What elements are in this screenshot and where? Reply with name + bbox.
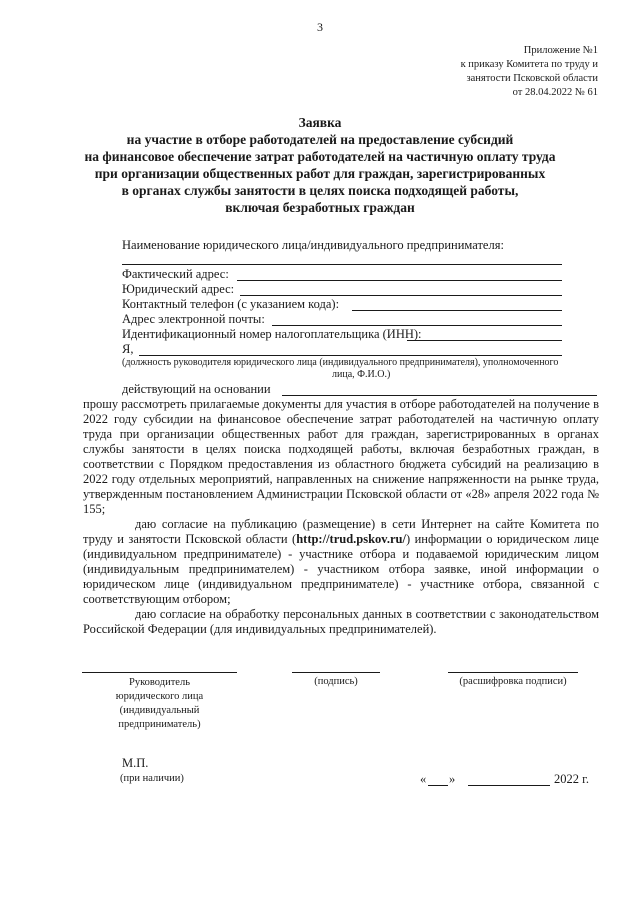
request-paragraph bbox=[83, 397, 599, 637]
stamp-if-any: (при наличии) bbox=[120, 773, 184, 784]
appendix-line: Приложение №1 bbox=[523, 45, 598, 56]
actual-address-field[interactable] bbox=[237, 280, 562, 281]
signature-caption: (подпись) bbox=[314, 676, 358, 687]
i-label: Я, bbox=[122, 342, 134, 356]
inn-label: Идентификационный номер налогоплательщика (ИНН): bbox=[122, 327, 422, 341]
website-link[interactable]: http://trud.pskov.ru/ bbox=[296, 532, 406, 546]
email-label: Адрес электронной почты: bbox=[122, 312, 265, 326]
title-line: в органах службы занятости в целях поиска подходящей работы, bbox=[121, 183, 519, 198]
para-text: даю согласие на публикацию (размещение) в сети Интернет на сайте Комитета по труду и занятости Псковской области ( bbox=[83, 517, 599, 546]
page-number: 3 bbox=[317, 20, 323, 34]
basis-field[interactable] bbox=[282, 395, 597, 396]
decode-caption: (расшифровка подписи) bbox=[459, 676, 567, 687]
title-line: при организации общественных работ для граждан, зарегистрированных bbox=[94, 166, 546, 181]
title-line: включая безработных граждан bbox=[225, 200, 415, 215]
title-line: Заявка bbox=[298, 115, 342, 130]
basis-label: действующий на основании bbox=[122, 382, 271, 396]
org-name-field[interactable] bbox=[122, 264, 562, 265]
org-name-label: Наименование юридического лица/индивидуального предпринимателя: bbox=[122, 238, 504, 252]
position-hint: лица, Ф.И.О.) bbox=[332, 369, 391, 380]
phone-label: Контактный телефон (с указанием кода): bbox=[122, 297, 340, 311]
para-request: прошу рассмотреть прилагаемые документы для участия в отборе работодателей на получение в 2022 году субсидии на финансовое обеспечение затрат работодателей на частичную оплату труда при организации общественных работ для граждан, зарегистрированных в органах службы занятости в целях поиска подходящей работы, включая безработных граждан, в соответствии с Порядком предоставления из областного бюджета субсидий на реализацию в 2022 году отдельных мероприятий, направленных на снижение напряженности на рынке труда, утвержденным постановлением Администрации Псковской области от «28» апреля 2022 года № 155; bbox=[83, 397, 599, 516]
date-month-field[interactable] bbox=[468, 785, 550, 786]
inn-field[interactable] bbox=[407, 340, 562, 341]
date-day-field[interactable] bbox=[428, 785, 448, 786]
document-title bbox=[60, 114, 580, 216]
title-line: на финансовое обеспечение затрат работодателей на частичную оплату труда bbox=[84, 149, 556, 164]
legal-address-label: Юридический адрес: bbox=[122, 282, 235, 296]
signature-line[interactable] bbox=[292, 672, 380, 673]
stamp-place: М.П. bbox=[122, 756, 149, 770]
legal-address-field[interactable] bbox=[240, 295, 562, 296]
head-caption-line: (индивидуальный bbox=[119, 705, 200, 716]
email-field[interactable] bbox=[272, 325, 562, 326]
para-publication-consent bbox=[83, 517, 599, 607]
head-caption bbox=[82, 676, 237, 732]
appendix-line: к приказу Комитета по труду и bbox=[460, 59, 598, 70]
para-text: ) информации о юридическом лице (индивидуальном предпринимателе) - участнике отбора и подаваемой юридическим лицом (индивидуальным предпринимателем) - участником отбора заявке, иной информации о юридическом лице (индивидуальном предпринимателе) - участнике отбора, связанной с соответствующим отбором; bbox=[83, 532, 599, 606]
decode-line[interactable] bbox=[448, 672, 578, 673]
appendix-line: от 28.04.2022 № 61 bbox=[512, 87, 598, 98]
actual-address-label: Фактический адрес: bbox=[122, 267, 229, 281]
para-personal-data-consent: даю согласие на обработку персональных данных в соответствии с законодательством Российской Федерации (для индивидуальных предпринимателей). bbox=[83, 607, 599, 636]
date-year: 2022 г. bbox=[554, 772, 589, 786]
date-open-quote: « bbox=[420, 772, 427, 786]
position-hint: (должность руководителя юридического лица (индивидуального предпринимателя), уполномоченного bbox=[122, 357, 559, 368]
head-signature-line[interactable] bbox=[82, 672, 237, 673]
appendix-block bbox=[461, 44, 598, 100]
title-line: на участие в отборе работодателей на предоставление субсидий bbox=[126, 132, 514, 147]
appendix-line: занятости Псковской области bbox=[466, 73, 598, 84]
head-caption-line: юридического лица bbox=[115, 691, 204, 702]
head-caption-line: предприниматель) bbox=[118, 719, 201, 730]
date-close-quote: » bbox=[449, 772, 456, 786]
head-caption-line: Руководитель bbox=[129, 677, 190, 688]
phone-field[interactable] bbox=[352, 310, 562, 311]
